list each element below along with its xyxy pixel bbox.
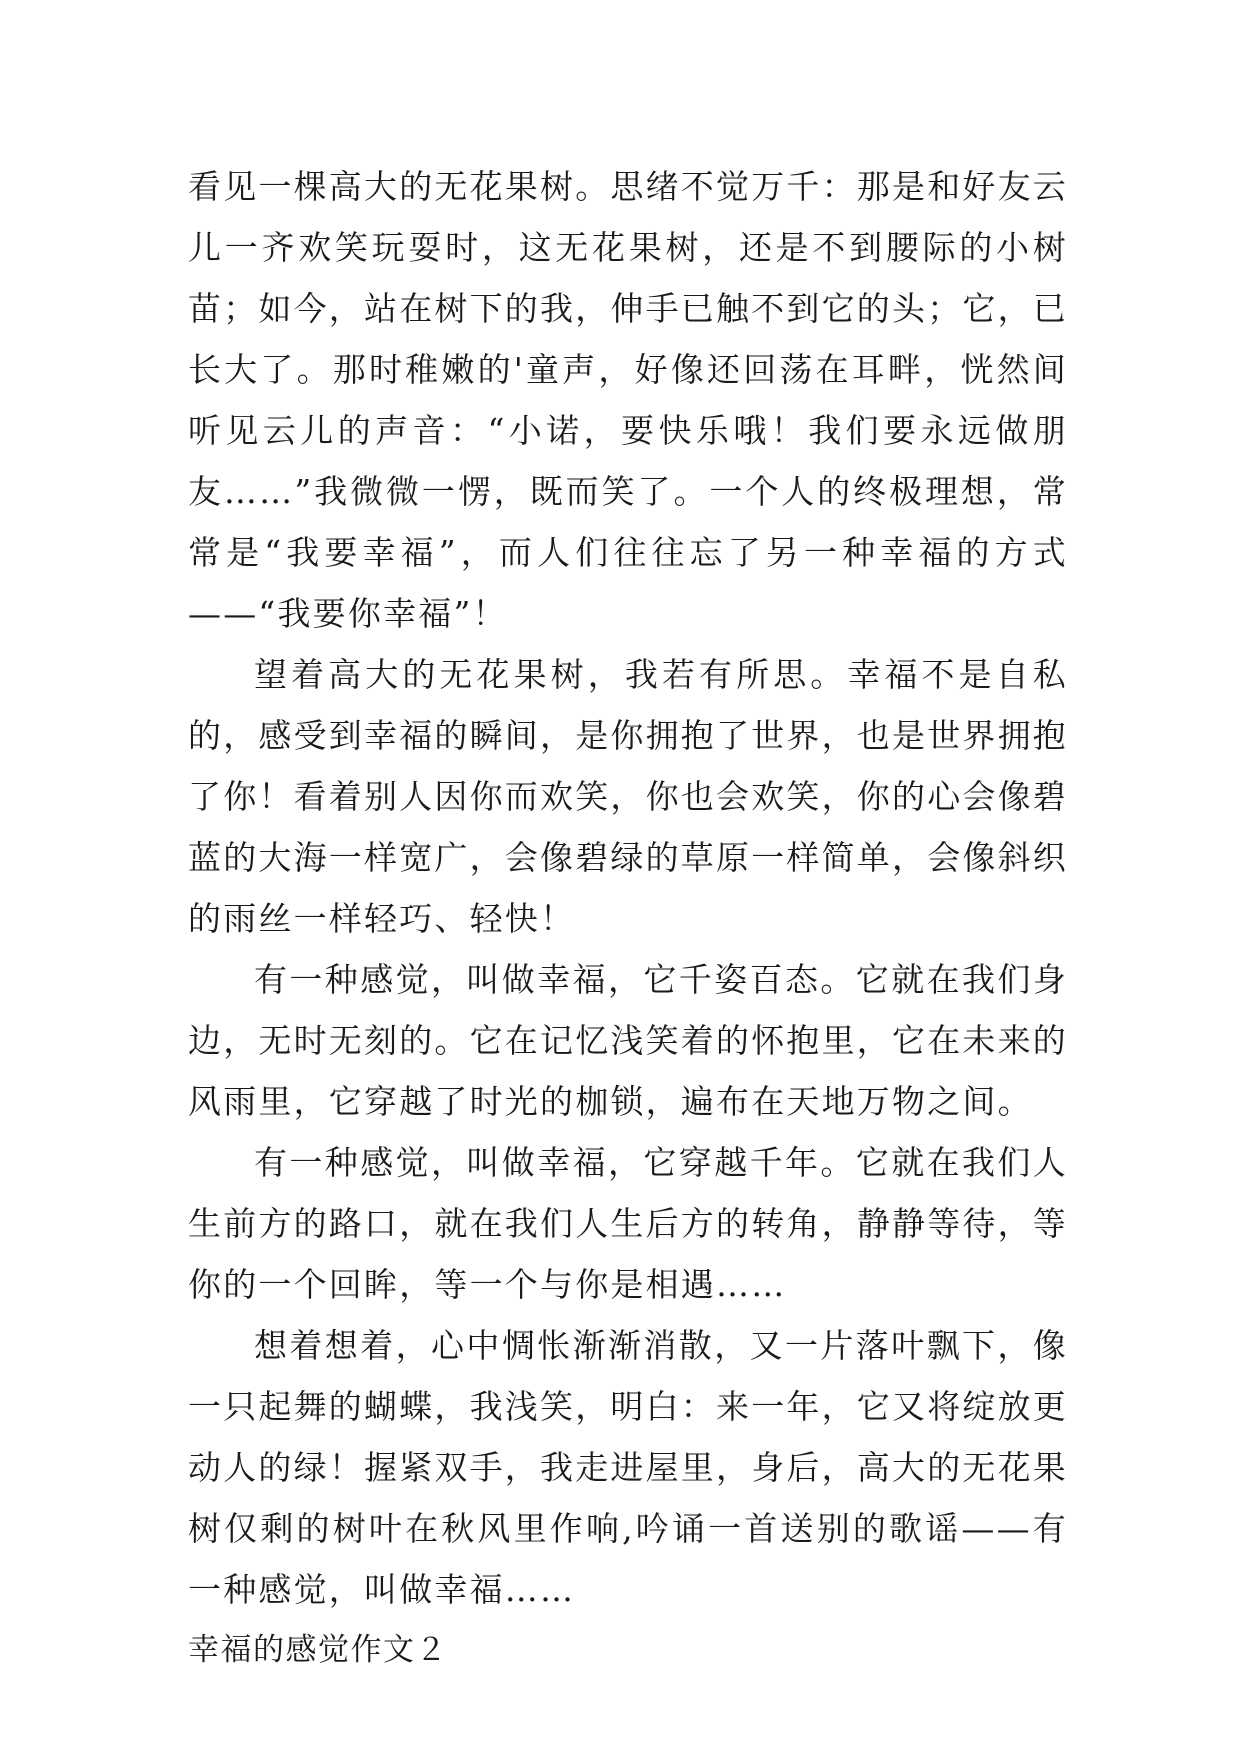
- paragraph-5: 想着想着，心中惆怅渐渐消散，又一片落叶飘下，像一只起舞的蝴蝶，我浅笑，明白：来一年，它又将绽放更动人的绿！握紧双手，我走进屋里，身后，高大的无花果树仅剩的树叶在秋风里作响,吟诵一首送别的歌谣——有一种感觉，叫做幸福……: [188, 1326, 1068, 1609]
- paragraph-1: 看见一棵高大的无花果树。思绪不觉万千：那是和好友云儿一齐欢笑玩耍时，这无花果树，还是不到腰际的小树苗；如今，站在树下的我，伸手已触不到它的头；它，已长大了。那时稚嫩的'童声，好像还回荡在耳畔，恍然间听见云儿的声音：“小诺，要快乐哦！我们要永远做朋友……”我微微一愣，既而笑了。一个人的终极理想，常常是“我要幸福”，而人们往往忘了另一种幸福的方式——“我要你幸福”！: [188, 167, 1068, 633]
- paragraph-3: 有一种感觉，叫做幸福，它千姿百态。它就在我们身边，无时无刻的。它在记忆浅笑着的怀抱里，它在未来的风雨里，它穿越了时光的枷锁，遍布在天地万物之间。: [188, 960, 1068, 1121]
- paragraph-4: 有一种感觉，叫做幸福，它穿越千年。它就在我们人生前方的路口，就在我们人生后方的转角，静静等待，等你的一个回眸，等一个与你是相遇……: [188, 1143, 1068, 1304]
- document-body: [188, 156, 1068, 1681]
- paragraph-2: 望着高大的无花果树，我若有所思。幸福不是自私的，感受到幸福的瞬间，是你拥抱了世界，也是世界拥抱了你！看着别人因你而欢笑，你也会欢笑，你的心会像碧蓝的大海一样宽广，会像碧绿的草原一样简单，会像斜织的雨丝一样轻巧、轻快！: [188, 655, 1068, 938]
- section-heading: 幸福的感觉作文２: [188, 1632, 448, 1668]
